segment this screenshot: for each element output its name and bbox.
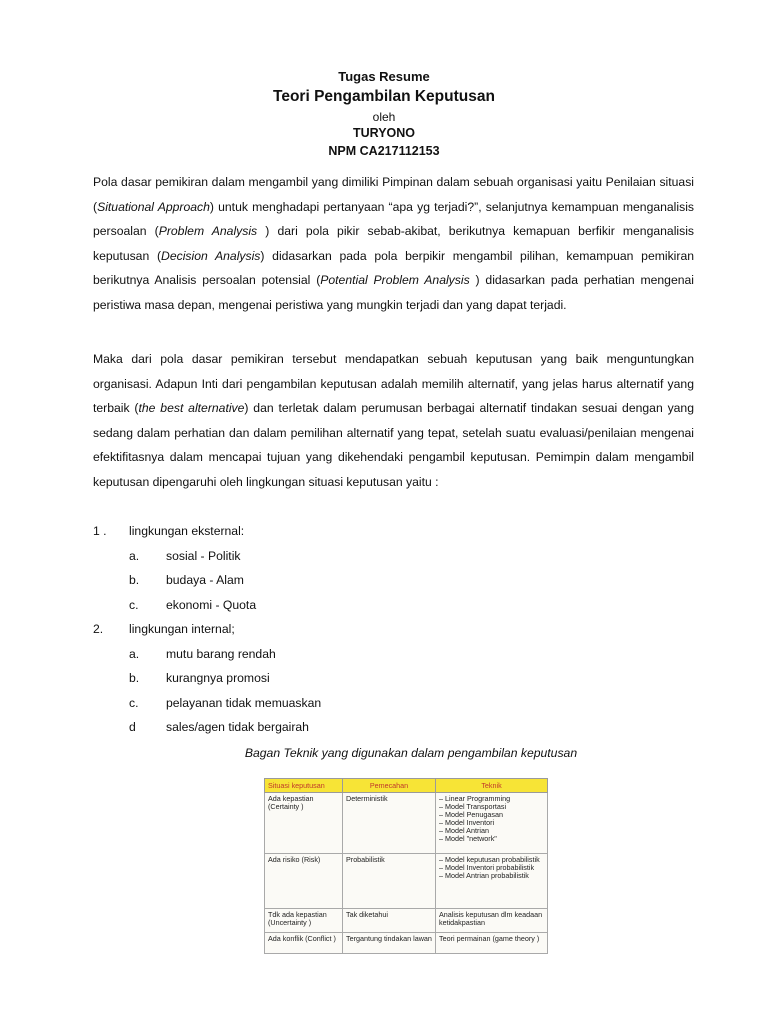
list-item-number: 1 . [93,524,107,538]
table-header-row [265,779,548,793]
list-item-label: lingkungan internal; [129,622,235,636]
technique-item: Teori permainan (game theory ) [439,933,540,943]
sub-item-text: ekonomi - Quota [166,598,257,612]
doc-by: oleh [372,110,396,124]
sub-item-mark: c. [129,598,139,612]
sub-item-mark: a. [129,647,140,661]
technique-item: Analisis keputusan dlm keadaan ketidakpastian [439,910,543,928]
table-cell: Ada konflik (Conflict ) [265,932,343,953]
technique-item: – Model Inventori probabilistik [439,863,535,873]
table-cell: Tdk ada kepastian (Uncertainty ) [265,909,343,932]
sub-item-text: sales/agen tidak bergairah [166,720,309,734]
technique-item: – Model Antrian probabilistik [439,871,529,881]
table-row [265,854,548,909]
doc-label: Tugas Resume [338,69,430,84]
doc-npm: NPM CA217112153 [328,144,440,158]
table-header: Teknik [436,779,548,793]
table-row [265,792,548,854]
table-cell: Ada kepastian (Certainty ) [265,792,343,854]
sub-item-text: kurangnya promosi [166,671,270,685]
table-cell [436,932,548,953]
doc-author: TURYONO [352,126,416,140]
technique-item: – Linear Programming [439,793,511,803]
technique-item: – Model Transportasi [439,801,507,811]
sub-item-mark: c. [129,696,139,710]
table-caption: Bagan Teknik yang digunakan dalam pengambilan keputusan [244,746,578,760]
table-cell: Deterministik [343,792,436,854]
technique-item: – Model keputusan probabilistik [439,855,540,865]
paragraph-1: Pola dasar pemikiran dalam mengambil yang dimiliki Pimpinan dalam sebuah organisasi yaitu Penilaian situasi (Situational Approach) untuk menghadapi pertanyaan “apa yg terjadi?”, selanjutnya kemampuan menganalisis persoalan (Problem Analysis ) dari pola pikir sebab-akibat, berikutnya kemapuan berfikir menganalisis keputusan (Decision Analysis) didasarkan pada pola berpikir mengambil pilihan, kemampuan pemikiran berikutnya Analisis persoalan potensial (Potential Problem Analysis ) didasarkan pada perhatian mengenai peristiwa masa depan, mengenai peristiwa yang mungkin terjadi dan yang dapat terjadi. [93,175,695,312]
table-header: Situasi keputusan [265,779,343,793]
decision-technique-table [264,778,548,954]
sub-item-mark: b. [129,671,140,685]
sub-item-text: budaya - Alam [166,573,244,587]
list-item-number: 2. [93,622,104,636]
table-cell [436,909,548,932]
sub-item-text: pelayanan tidak memuaskan [166,696,322,710]
paragraph-2: Maka dari pola dasar pemikiran tersebut mendapatkan sebuah keputusan yang baik menguntungkan organisasi. Adapun Inti dari pengambilan keputusan adalah memilih alternatif, yang jelas harus alternatif yang terbaik (the best alternative) dan terletak dalam perumusan berbagai alternatif tindakan sesuai dengan yang sedang dalam perhatian dan dalam pemilihan alternatif yang tepat, setelah suatu evaluasi/penilaian mengenai efektifitasnya dalam mencapai tujuan yang dikehendaki pengambil keputusan. Pemimpin dalam mengambil keputusan dipengaruhi oleh lingkungan situasi keputusan yaitu : [93,352,694,489]
doc-title: Teori Pengambilan Keputusan [273,88,495,105]
sub-item-mark: b. [129,573,140,587]
sub-item-text: mutu barang rendah [166,647,276,661]
technique-item: – Model "network" [439,833,497,843]
list-item-label: lingkungan eksternal: [129,524,245,538]
table-cell: Ada risiko (Risk) [265,854,343,909]
table-row [265,932,548,953]
sub-item-text: sosial - Politik [166,549,241,563]
sub-item-mark: a. [129,549,140,563]
table-cell: Probabilistik [343,854,436,909]
table-cell [436,792,548,854]
table-header: Pemecahan [343,779,436,793]
technique-item: – Model Inventori [439,817,495,827]
decision-technique-table-figure [264,778,547,954]
technique-item: – Model Antrian [439,825,489,835]
technique-item: – Model Penugasan [439,809,503,819]
table-cell: Tergantung tindakan lawan [343,932,436,953]
table-cell: Tak diketahui [343,909,436,932]
table-cell [436,854,548,909]
table-row [265,909,548,932]
sub-item-mark: d [129,720,136,734]
